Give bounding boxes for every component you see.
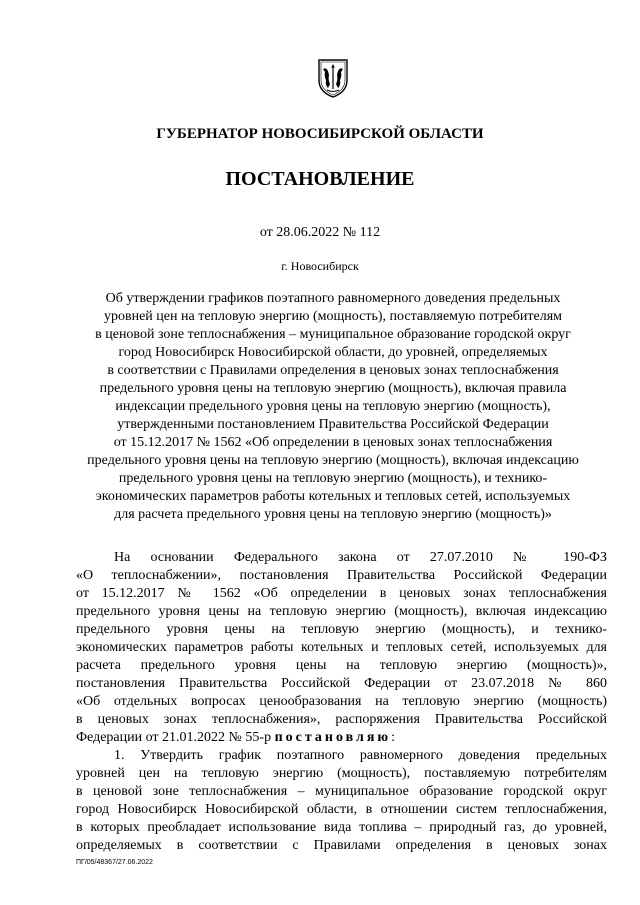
preamble-line: расчета предельного уровня цены на тепловую энергию (мощность)», <box>76 658 607 673</box>
preamble-paragraph <box>76 549 607 747</box>
title-line: предельного уровня цены на тепловую энергию (мощность), включая индексацию <box>87 453 579 468</box>
document-type: ПОСТАНОВЛЕНИЕ <box>225 168 415 190</box>
item-1-line: определяемых в соответствии с Правилами определения в ценовых зонах <box>76 838 607 853</box>
title-line: предельного уровня цены на тепловую энергию (мощность), и технико- <box>118 471 548 486</box>
title-line: от 15.12.2017 № 1562 «Об определении в ценовых зонах теплоснабжения <box>113 435 553 450</box>
preamble-line: «Об отдельных вопросах ценообразования на тепловую энергию (мощность) <box>76 694 607 709</box>
title-line: город Новосибирск Новосибирской области, до уровней, определяемых <box>118 345 548 360</box>
preamble-final-colon: : <box>391 730 396 745</box>
preamble-line: от 15.12.2017 № 1562 «Об определении в ценовых зонах теплоснабжения <box>76 586 607 601</box>
item-1-line: в ценовой зоне теплоснабжения – муниципальное образование городской округ <box>76 784 607 799</box>
title-line: для расчета предельного уровня цены на тепловую энергию (мощность)» <box>114 507 552 522</box>
document-date-number: от 28.06.2022 № 112 <box>259 225 381 240</box>
title-line: Об утверждении графиков поэтапного равномерного доведения предельных <box>105 291 561 306</box>
document-title <box>70 290 596 524</box>
decree-keyword: постановляю <box>274 730 392 745</box>
issuing-authority: ГУБЕРНАТОР НОВОСИБИРСКОЙ ОБЛАСТИ <box>156 126 484 142</box>
item-1-line: 1. Утвердить график поэтапного равномерного доведения предельных <box>114 748 607 763</box>
title-line: предельного уровня цены на тепловую энергию (мощность), включая правила <box>99 381 567 396</box>
preamble-line: предельного уровня цены на тепловую энергию (мощность), и технико- <box>76 622 607 637</box>
item-1-line: уровней цен на тепловую энергию (мощность), поставляемую потребителям <box>76 766 607 781</box>
title-line: индексации предельного уровня цены на тепловую энергию (мощность), <box>115 399 551 414</box>
preamble-line <box>76 729 607 747</box>
preamble-line: экономических параметров работы котельных и тепловых сетей, используемых для <box>76 640 607 655</box>
document-body <box>76 549 607 855</box>
novosibirsk-coat-of-arms-icon <box>316 58 350 98</box>
title-line: в ценовой зоне теплоснабжения – муниципальное образование городской округ <box>95 327 571 342</box>
preamble-line: предельного уровня цены на тепловую энергию (мощность), включая индексацию <box>76 604 607 619</box>
document-city: г. Новосибирск <box>281 259 359 273</box>
preamble-line: На основании Федерального закона от 27.07.2010 № 190-ФЗ <box>114 550 607 565</box>
item-1-line: в которых преобладает использование вида топлива – природный газ, до уровней, <box>76 820 607 835</box>
document-registration-code: ПГ/05/48367/27.06.2022 <box>76 859 153 866</box>
preamble-line: в ценовых зонах теплоснабжения», распоряжения Правительства Российской <box>76 712 607 727</box>
title-line: экономических параметров работы котельных и тепловых сетей, используемых <box>95 489 571 504</box>
preamble-final-text: Федерации от 21.01.2022 № 55-р <box>76 730 275 745</box>
item-1-paragraph <box>76 747 607 855</box>
preamble-line: постановления Правительства Российской Федерации от 23.07.2018 № 860 <box>76 676 607 691</box>
title-line: в соответствии с Правилами определения в ценовых зонах теплоснабжения <box>107 363 559 378</box>
title-line: утвержденными постановлением Правительства Российской Федерации <box>117 417 549 432</box>
title-line: уровней цен на тепловую энергию (мощность), поставляемую потребителям <box>103 309 563 324</box>
item-1-line: город Новосибирск Новосибирской области, в отношении систем теплоснабжения, <box>76 802 607 817</box>
preamble-line: «О теплоснабжении», постановления Правительства Российской Федерации <box>76 568 607 583</box>
